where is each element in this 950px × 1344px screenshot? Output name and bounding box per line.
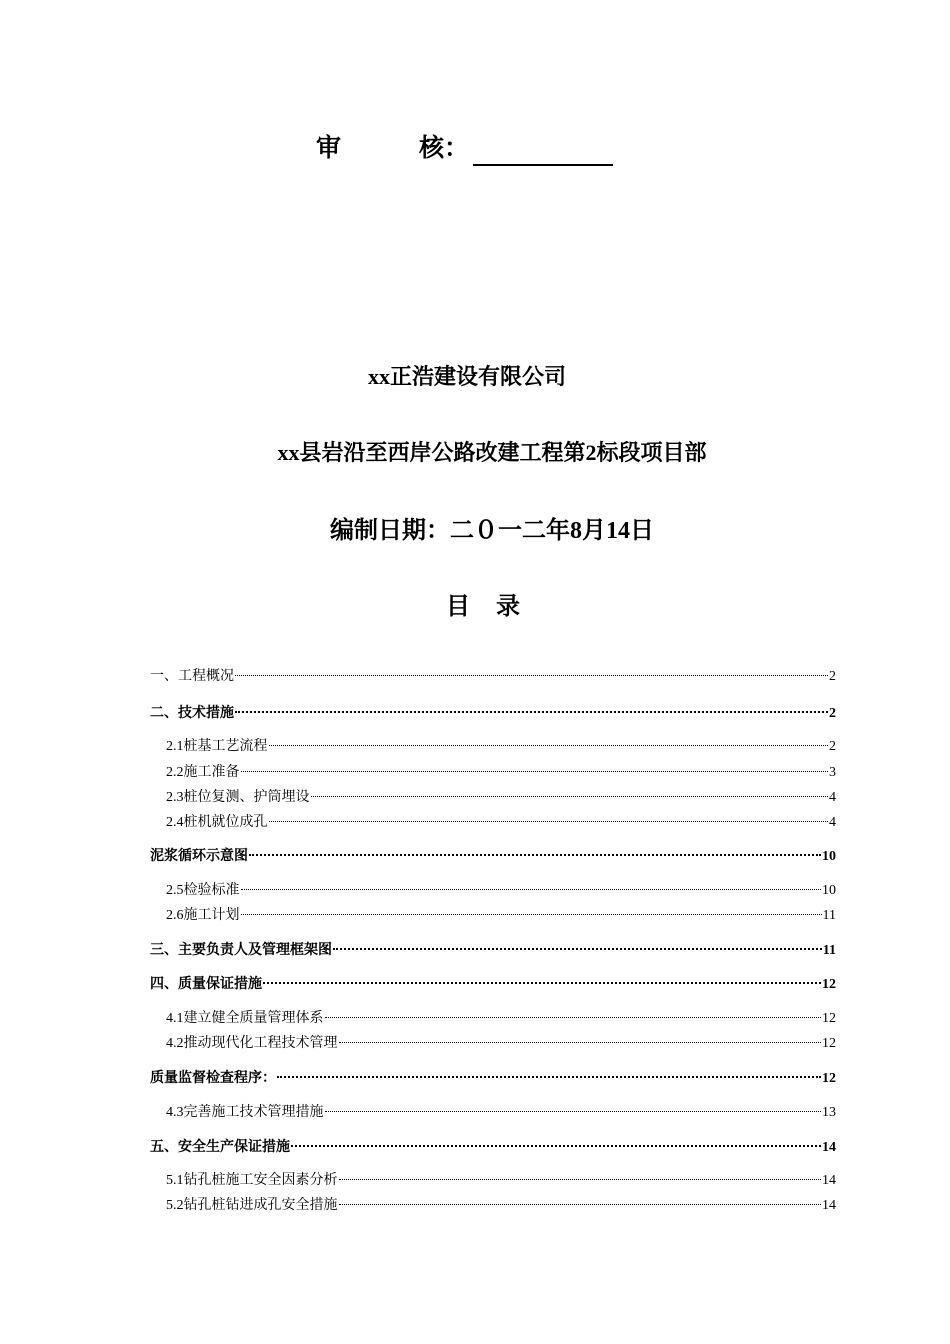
toc-leader-dots [325, 1098, 822, 1116]
toc-leader-dots [263, 970, 821, 988]
toc-entry-title: 三、主要负责人及管理框架图 [150, 943, 332, 958]
review-label-char-1: 审 [316, 135, 342, 162]
toc-entry-page: 13 [822, 1105, 836, 1120]
toc-entry-page: 2 [829, 669, 836, 684]
toc-entry-title: 五、安全生产保证措施 [150, 1140, 290, 1155]
toc-entry-title: 2.1桩基工艺流程 [166, 739, 268, 754]
toc-leader-dots [269, 808, 829, 826]
toc-entry[interactable] [166, 783, 836, 807]
toc-entry-page: 12 [822, 1071, 836, 1086]
compile-date: 编制日期：二０一二年8月14日 [330, 518, 654, 544]
toc-entry-page: 11 [822, 943, 836, 958]
toc-leader-dots [339, 1029, 822, 1047]
toc-entry-page: 14 [822, 1140, 836, 1155]
toc-entry[interactable] [166, 1166, 836, 1190]
toc-leader-dots [325, 1004, 822, 1022]
toc-leader-dots [311, 783, 829, 801]
toc-entry[interactable] [166, 1098, 836, 1122]
toc-leader-dots [249, 842, 821, 860]
toc-entry-title: 2.2施工准备 [166, 765, 240, 780]
toc-entry-page: 11 [822, 908, 836, 923]
toc-entry-page: 10 [822, 849, 836, 864]
toc-entry-title: 2.5检验标准 [166, 883, 240, 898]
toc-entry-title: 泥浆循环示意图 [150, 849, 248, 864]
toc-entry-title: 2.6施工计划 [166, 908, 240, 923]
toc-entry-title: 5.1钻孔桩施工安全因素分析 [166, 1173, 338, 1188]
toc-entry-page: 3 [829, 765, 836, 780]
toc-entry[interactable] [166, 1191, 836, 1215]
toc-entry-title: 4.2推动现代化工程技术管理 [166, 1036, 338, 1051]
toc-entry-page: 12 [822, 1036, 836, 1051]
toc-entry-title: 二、技术措施 [150, 706, 234, 721]
toc-entry-page: 4 [829, 790, 836, 805]
toc-entry-page: 12 [822, 977, 836, 992]
toc-leader-dots [333, 936, 822, 954]
toc-entry[interactable] [150, 970, 836, 994]
toc-leader-dots [277, 1064, 821, 1082]
toc-entry[interactable] [166, 808, 836, 832]
toc-entry[interactable] [166, 732, 836, 756]
toc-leader-dots [291, 1133, 821, 1151]
toc-leader-dots [235, 699, 828, 717]
toc-entry-title: 四、质量保证措施 [150, 977, 262, 992]
toc-entry-page: 14 [822, 1198, 836, 1213]
toc-entry[interactable] [166, 901, 836, 925]
toc-entry-page: 2 [829, 706, 836, 721]
toc-leader-dots [241, 876, 822, 894]
toc-entry[interactable] [150, 1133, 836, 1157]
toc-entry[interactable] [166, 1004, 836, 1028]
review-signature-line [316, 132, 613, 166]
toc-entry-title: 2.3桩位复测、护筒埋设 [166, 790, 310, 805]
toc-leader-dots [339, 1166, 822, 1184]
toc-entry-page: 2 [829, 739, 836, 754]
toc-leader-dots [235, 662, 828, 680]
toc-entry[interactable] [150, 662, 836, 686]
company-name: xx正浩建设有限公司 [367, 364, 566, 389]
toc-entry-title: 4.1建立健全质量管理体系 [166, 1011, 324, 1026]
toc-entry-title: 2.4桩机就位成孔 [166, 815, 268, 830]
toc-leader-dots [241, 901, 822, 919]
project-name: xx县岩沿至西岸公路改建工程第2标段项目部 [277, 440, 707, 465]
toc-entry-title: 一、工程概况 [150, 669, 234, 684]
toc-entry-title: 质量监督检查程序： [150, 1071, 276, 1086]
toc-entry[interactable] [166, 758, 836, 782]
toc-entry-page: 4 [829, 815, 836, 830]
toc-entry[interactable] [150, 699, 836, 723]
toc-entry-page: 12 [822, 1011, 836, 1026]
toc-leader-dots [339, 1191, 822, 1209]
toc-entry-page: 10 [822, 883, 836, 898]
toc-entry[interactable] [166, 876, 836, 900]
review-label-char-2: 核： [419, 135, 470, 162]
toc-entry[interactable] [150, 842, 836, 866]
toc-entry-title: 5.2钻孔桩钻进成孔安全措施 [166, 1198, 338, 1213]
toc-entry[interactable] [150, 936, 836, 960]
toc-leader-dots [241, 758, 829, 776]
toc-entry-page: 14 [822, 1173, 836, 1188]
toc-title: 目录 [446, 594, 546, 620]
toc-entry[interactable] [166, 1029, 836, 1053]
review-signature-blank [473, 138, 613, 166]
toc-entry[interactable] [150, 1064, 836, 1088]
toc-leader-dots [269, 732, 829, 750]
toc-entry-title: 4.3完善施工技术管理措施 [166, 1105, 324, 1120]
